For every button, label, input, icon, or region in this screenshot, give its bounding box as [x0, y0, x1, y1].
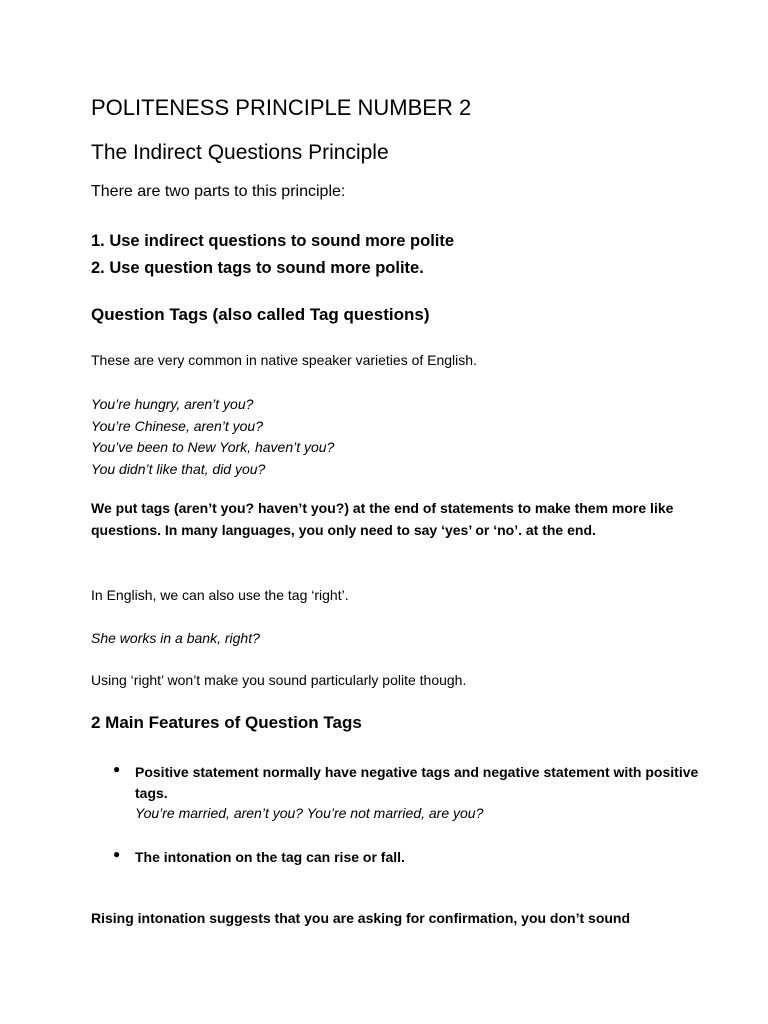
examples-list: [91, 394, 334, 480]
tags-bold-note: We put tags (aren’t you? haven’t you?) at the end of statements to make them more like questions. In many languages, you only need to say ‘yes’ or ‘no’. at the end.: [91, 500, 674, 538]
feature-1-example: You’re married, aren’t you? You’re not married, are you?: [135, 805, 484, 821]
feature-2-text: The intonation on the tag can rise or fall.: [135, 849, 405, 865]
question-tags-heading: Question Tags (also called Tag questions): [91, 305, 430, 324]
rule-2: 2. Use question tags to sound more polite.: [91, 259, 424, 277]
example-line: You’re Chinese, aren’t you?: [91, 417, 263, 434]
page-subtitle: The Indirect Questions Principle: [91, 141, 389, 164]
rising-intonation-paragraph: Rising intonation suggests that you are asking for confirmation, you don’t sound: [91, 910, 631, 926]
bank-example: She works in a bank, right?: [91, 630, 260, 646]
example-line: You didn’t like that, did you?: [91, 460, 266, 477]
rule-1: 1. Use indirect questions to sound more polite: [91, 232, 455, 250]
page-title: POLITENESS PRINCIPLE NUMBER 2: [91, 95, 472, 120]
common-paragraph: These are very common in native speaker varieties of English.: [91, 352, 477, 368]
bullet-dot-icon: ●: [113, 762, 121, 776]
using-right-paragraph: Using ‘right’ won’t make you sound particularly polite though.: [91, 672, 467, 688]
feature-1-text: Positive statement normally have negative tags and negative statement with positive tags.: [135, 764, 699, 801]
bullet-dot-icon: ●: [113, 847, 121, 861]
english-right-paragraph: In English, we can also use the tag ‘right’.: [91, 587, 349, 603]
example-line: You’ve been to New York, haven’t you?: [91, 439, 335, 455]
example-line: You’re hungry, aren’t you?: [91, 396, 254, 412]
intro-paragraph: There are two parts to this principle:: [91, 183, 346, 200]
main-features-heading: 2 Main Features of Question Tags: [91, 713, 362, 732]
